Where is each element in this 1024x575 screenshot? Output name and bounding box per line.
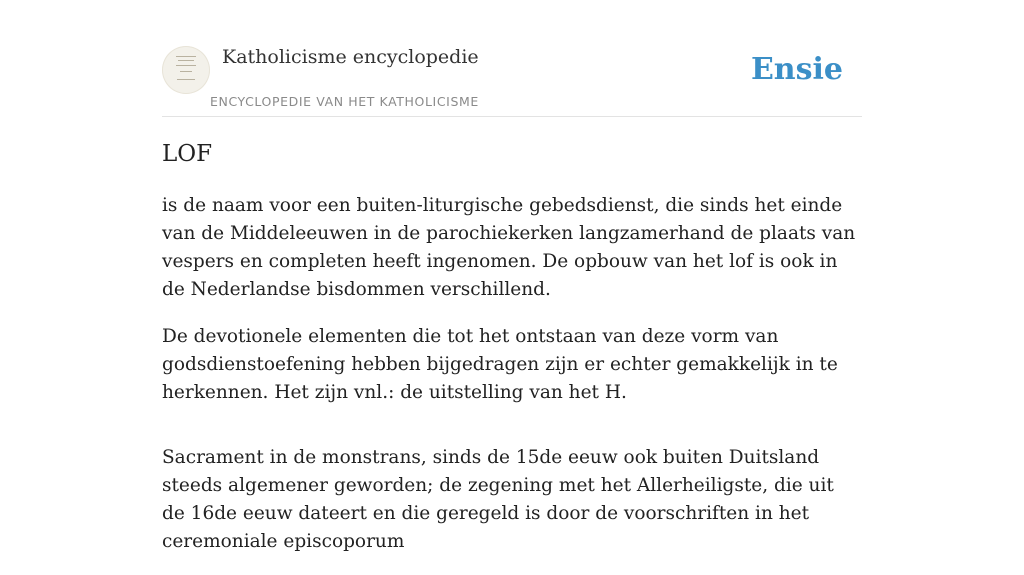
ensie-logo-link[interactable]: Ensie: [750, 52, 843, 87]
site-subtitle: ENCYCLOPEDIE VAN HET KATHOLICISME: [210, 94, 479, 109]
entry-paragraph: Sacrament in de monstrans, sinds de 15de eeuw ook buiten Duitsland steeds algemener geworden; de zegening met het Allerheiligste, die uit de 16de eeuw dateert en die geregeld is door de voorschriften in het ceremoniale episcoporum: [162, 447, 834, 552]
entry-title: LOF: [162, 141, 213, 167]
page: [162, 0, 862, 552]
site-title[interactable]: Katholicisme encyclopedie: [222, 46, 479, 68]
site-header: [162, 0, 862, 117]
entry-content: [162, 192, 862, 575]
entry-paragraph: is de naam voor een buiten-liturgische gebedsdienst, die sinds het einde van de Middeleeuwen in de parochiekerken langzamerhand de plaats van vespers en completen heeft ingenomen. De opbouw van het lof is ook in de Nederlandse bisdommen verschillend.: [162, 195, 856, 300]
entry-paragraph: De devotionele elementen die tot het ontstaan van deze vorm van godsdienstoefening hebben bijgedragen zijn er echter gemakkelijk in te herkennen. Het zijn vnl.: de uitstelling van het H.: [162, 326, 838, 403]
encyclopedia-cover-icon[interactable]: [162, 46, 210, 94]
